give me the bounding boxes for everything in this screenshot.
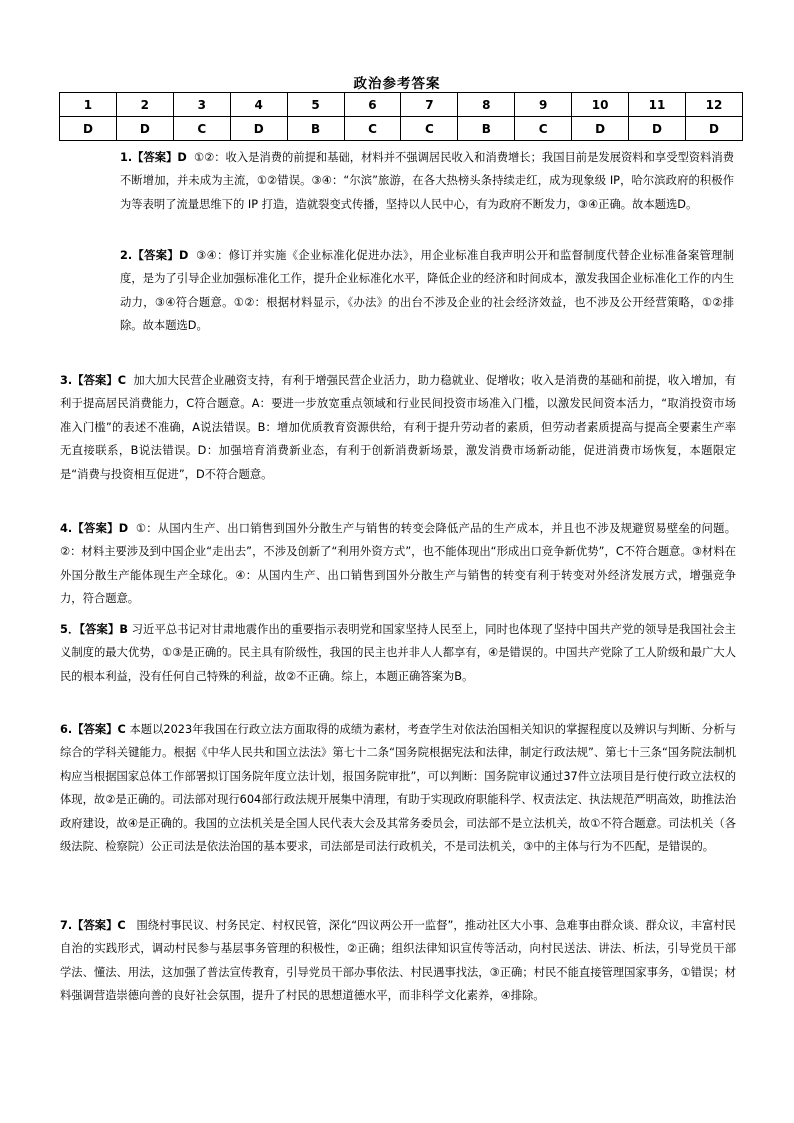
answer-tag: 【答案】C	[72, 723, 126, 736]
answer-letter: D	[116, 117, 173, 141]
question-number: 9	[515, 93, 572, 117]
answer-tag: 【答案】C	[72, 374, 127, 387]
answer-letter: D	[230, 117, 287, 141]
answer-letter: D	[685, 117, 742, 141]
explanation-text: 加大加大民营企业融资支持，有利于增强民营企业活力，助力稳就业、促增收；收入是消费的基础和前提，收入增加，有利于提高居民消费能力，C符合题意。A：要进一步放宽重点领域和行业民间投资市场准入门槛，以激发民间资本活力，“取消投资市场准入门槛”的表述不准确，A说法错误。B：增加优质教育资源供给，有利于提升劳动者的素质，但劳动者素质提高与提高全要素生产率无直接联系，B说法错误。D：加强培育消费新业态，有利于创新消费新场景，激发消费市场新动能，促进消费市场恢复，本题限定是“消费与投资相互促进”，D不符合题意。	[60, 374, 736, 481]
answer-letter: C	[515, 117, 572, 141]
question-number: 3	[173, 93, 230, 117]
page-title: 政治参考答案	[353, 76, 441, 92]
explanation-text: 围绕村事民议、村务民定、村权民管，深化“四议两公开一监督”，推动社区大小事、急难事由群众谈、群众议，丰富村民自治的实践形式，调动村民参与基层事务管理的积极性，②正确；组织法律知识宣传等活动，向村民送法、讲法、析法，引导党员干部学法、懂法、用法，这加强了普法宣传教育，引导党员干部办事依法、村民遇事找法，③正确；村民不能直接管理国家事务，①错误；材料强调营造崇德向善的良好社会氛围，提升了村民的思想道德水平，而非科学文化素养，④排除。	[60, 919, 736, 1003]
explanation-item-3	[60, 369, 736, 486]
question-number: 10	[572, 93, 629, 117]
explanation-item-4	[60, 517, 736, 611]
answer-table	[59, 92, 743, 141]
answer-tag: 【答案】B	[79, 623, 128, 636]
answer-table-answer-row	[60, 117, 743, 141]
item-number: 1.	[120, 151, 133, 164]
item-number: 6.	[60, 723, 73, 736]
explanation-item-6	[60, 718, 736, 858]
answer-letter: C	[173, 117, 230, 141]
explanation-item-7	[60, 914, 736, 1008]
answer-letter: D	[60, 117, 117, 141]
answer-tag: 【答案】D	[132, 249, 189, 262]
answer-letter: C	[401, 117, 458, 141]
answer-tag: 【答案】D	[72, 522, 129, 535]
explanation-text: ①②：收入是消费的前提和基础，材料并不强调居民收入和消费增长；我国目前是发展资料和享受型资料消费不断增加，并未成为主流，①②错误。③④：“尔滨”旅游，在各大热榜头条持续走红，成为现象级 IP，哈尔滨政府的积极作为等表明了流量思维下的 IP 打造，造就裂变式传播，坚持以人民中心，有为政府不断发力，③④正确。故本题选D。	[120, 151, 735, 211]
explanation-text: ③④：修订并实施《企业标准化促进办法》，用企业标准自我声明公开和监督制度代替企业标准备案管理制度，是为了引导企业加强标准化工作，提升企业标准化水平，降低企业的经济和时间成本，激发我国企业标准化工作的内生动力，③④符合题意。①②：根据材料显示，《办法》的出台不涉及企业的社会经济效益，也不涉及公开经营策略，①②排除。故本题选D。	[120, 249, 734, 333]
item-number: 2.	[120, 249, 133, 262]
item-number: 7.	[60, 919, 73, 932]
answer-letter: D	[629, 117, 686, 141]
question-number: 1	[60, 93, 117, 117]
item-number: 4.	[60, 522, 73, 535]
item-number: 3.	[60, 374, 73, 387]
answer-tag: 【答案】D	[132, 151, 187, 164]
question-number: 4	[230, 93, 287, 117]
question-number: 12	[685, 93, 742, 117]
question-number: 6	[344, 93, 401, 117]
explanation-text: 习近平总书记对甘肃地震作出的重要指示表明党和国家坚持人民至上，同时也体现了坚持中国共产党的领导是我国社会主义制度的最大优势，①③是正确的。民主具有阶级性，我国的民主也并非人人都享有，④是错误的。中国共产党除了工人阶级和最广大人民的根本利益，没有任何自己特殊的利益，故②不正确。综上，本题正确答案为B。	[60, 623, 736, 683]
item-number: 5．	[60, 623, 80, 636]
answer-tag: 【答案】C	[72, 919, 126, 932]
answer-letter: D	[572, 117, 629, 141]
question-number: 2	[116, 93, 173, 117]
answer-table-number-row	[60, 93, 743, 117]
explanation-item-2	[120, 244, 734, 338]
explanation-text: 本题以2023年我国在行政立法方面取得的成绩为素材，考查学生对依法治国相关知识的掌握程度以及辨识与判断、分析与综合的学科关键能力。根据《中华人民共和国立法法》第七十二条“国务院根据宪法和法律，制定行政法规”、第七十三条“国务院法制机构应当根据国家总体工作部署拟订国务院年度立法计划，报国务院审批”，可以判断：国务院审议通过37件立法项目是行使行政立法权的体现，故②是正确的。司法部对现行604部行政法规开展集中清理，有助于实现政府职能科学、权责法定、执法规范严明高效，助推法治政府建设，故④是正确的。我国的立法机关是全国人民代表大会及其常务委员会，司法部不是立法机关，故①不符合题意。司法机关（各级法院、检察院）公正司法是依法治国的基本要求，司法部是司法行政机关，不是司法机关，③中的主体与行为不匹配，是错误的。	[60, 723, 736, 854]
explanation-text: ①：从国内生产、出口销售到国外分散生产与销售的转变会降低产品的生产成本，并且也不涉及规避贸易壁垒的问题。②：材料主要涉及到中国企业“走出去”，不涉及创新了“利用外资方式”，也不能体现出“形成出口竞争新优势”，C不符合题意。③材料在外国分散生产能体现生产全球化。④：从国内生产、出口销售到国外分散生产与销售的转变有利于转变对外经济发展方式，增强竞争力，符合题意。	[60, 522, 736, 606]
question-number: 11	[629, 93, 686, 117]
answer-letter: C	[344, 117, 401, 141]
question-number: 5	[287, 93, 344, 117]
answer-letter: B	[458, 117, 515, 141]
explanation-item-1	[120, 146, 734, 216]
explanation-item-5	[60, 618, 736, 688]
answer-letter: B	[287, 117, 344, 141]
question-number: 7	[401, 93, 458, 117]
question-number: 8	[458, 93, 515, 117]
